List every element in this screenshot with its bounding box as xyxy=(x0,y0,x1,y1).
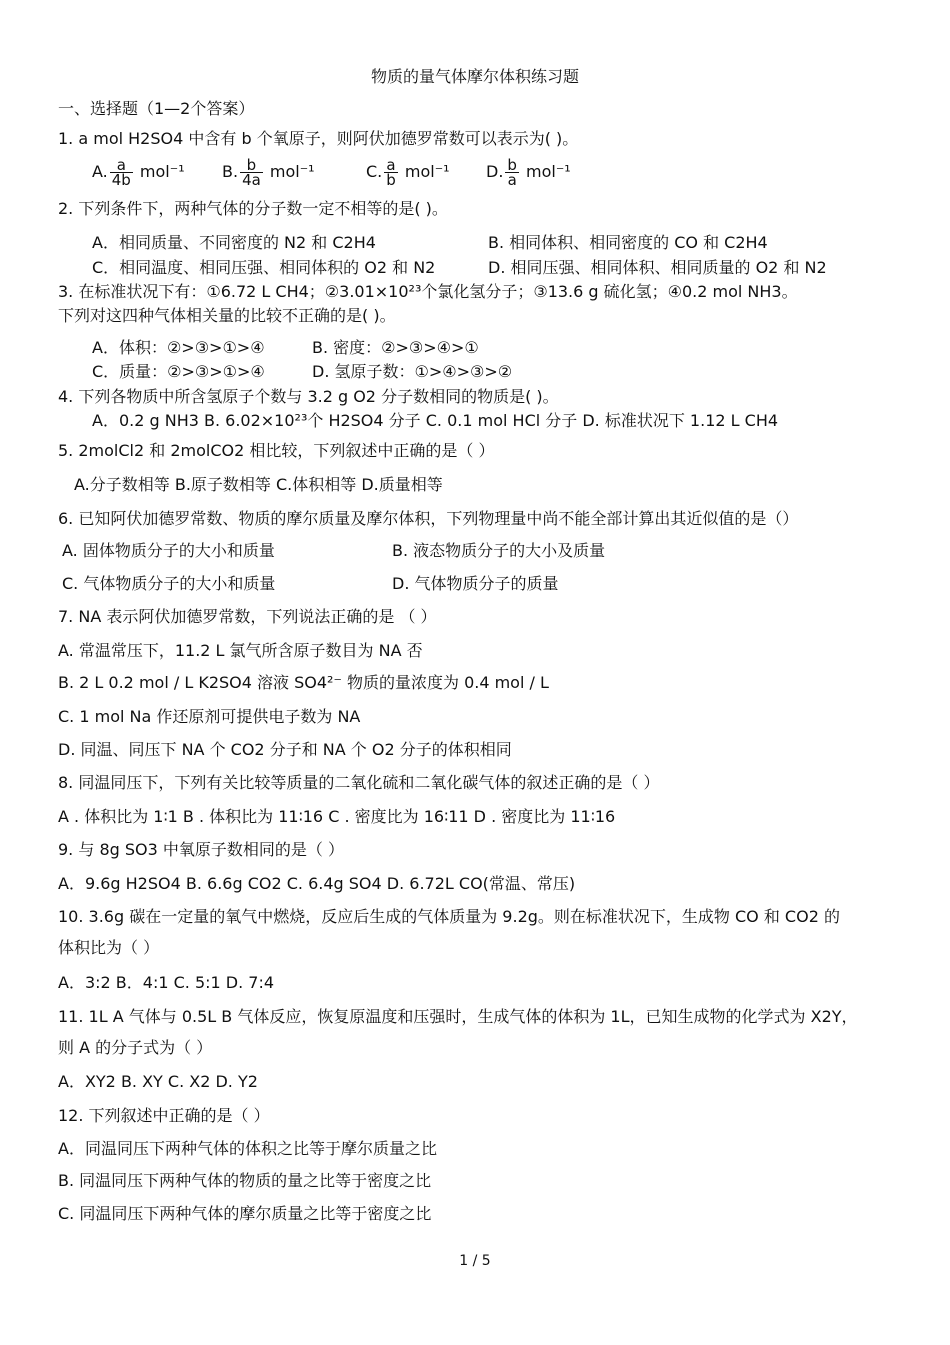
q8-stem: 8. 同温同压下，下列有关比较等质量的二氧化硫和二氧化碳气体的叙述正确的是（ ） xyxy=(58,773,660,792)
q12-option-a: A．同温同压下两种气体的体积之比等于摩尔质量之比 xyxy=(58,1139,437,1158)
q3-option-c: C．质量：②>③>①>④ xyxy=(92,362,265,381)
q6-stem: 6. 已知阿伏加德罗常数、物质的摩尔质量及摩尔体积，下列物理量中尚不能全部计算出其近似值的是（） xyxy=(58,509,799,528)
q1-option-a-num: a xyxy=(110,158,133,173)
q3-option-a: A．体积：②>③>①>④ xyxy=(92,338,265,357)
q1-option-d-den: a xyxy=(507,171,517,189)
q8-options: A . 体积比为 1∶1 B . 体积比为 11∶16 C . 密度比为 16∶11 D . 密度比为 11∶16 xyxy=(58,807,616,826)
page-number: 1 / 5 xyxy=(459,1253,491,1269)
q1-option-c-label: C. xyxy=(366,162,383,181)
q12-stem: 12. 下列叙述中正确的是（ ） xyxy=(58,1106,270,1125)
q7-option-b: B. 2 L 0.2 mol / L K2SO4 溶液 SO4²⁻ 物质的量浓度为 0.4 mol / L xyxy=(58,673,549,692)
q3-option-d: D. 氢原子数：①>④>③>② xyxy=(312,362,513,381)
q7-option-a: A. 常温常压下，11.2 L 氯气所含原子数目为 NA 否 xyxy=(58,641,423,660)
q11-options: A．XY2 B. XY C. X2 D. Y2 xyxy=(58,1072,258,1091)
q5-stem: 5. 2molCl2 和 2molCO2 相比较，下列叙述中正确的是（ ） xyxy=(58,441,495,460)
q1-option-c-fraction xyxy=(384,158,398,187)
q1-option-b-num: b xyxy=(240,158,263,173)
q2-option-a: A．相同质量、不同密度的 N2 和 C2H4 xyxy=(92,233,376,252)
q1-option-a-fraction xyxy=(110,158,133,187)
q2-stem: 2. 下列条件下，两种气体的分子数一定不相等的是( )。 xyxy=(58,199,448,218)
q6-option-c: C. 气体物质分子的大小和质量 xyxy=(62,574,276,593)
q1-option-d-num: b xyxy=(507,156,517,174)
q1-option-b-label: B. xyxy=(222,162,239,181)
q9-stem: 9. 与 8g SO3 中氧原子数相同的是（ ） xyxy=(58,840,344,859)
q5-options: A.分子数相等 B.原子数相等 C.体积相等 D.质量相等 xyxy=(74,475,443,494)
q10-stem-line1: 10. 3.6g 碳在一定量的氧气中燃烧，反应后生成的气体质量为 9.2g。则在标准状况下，生成物 CO 和 CO2 的 xyxy=(58,907,840,926)
q1-option-c-num: a xyxy=(384,158,398,173)
q12-option-c: C. 同温同压下两种气体的摩尔质量之比等于密度之比 xyxy=(58,1204,432,1223)
q1-option-d-label: D. xyxy=(486,162,504,181)
q7-option-d: D. 同温、同压下 NA 个 CO2 分子和 NA 个 O2 分子的体积相同 xyxy=(58,740,512,759)
q1-stem: 1. a mol H2SO4 中含有 b 个氧原子，则阿伏加德罗常数可以表示为( )。 xyxy=(58,129,579,148)
q6-option-a: A. 固体物质分子的大小和质量 xyxy=(62,541,275,560)
q12-option-b: B. 同温同压下两种气体的物质的量之比等于密度之比 xyxy=(58,1171,432,1190)
q3-stem-line2: 下列对这四种气体相关量的比较不正确的是( )。 xyxy=(58,306,396,325)
q1-option-b xyxy=(222,158,315,187)
q1-option-a xyxy=(92,158,185,187)
q7-option-c: C. 1 mol Na 作还原剂可提供电子数为 NA xyxy=(58,707,361,726)
q1-option-d xyxy=(486,158,571,187)
q10-options: A．3:2 B．4:1 C. 5:1 D. 7:4 xyxy=(58,973,275,992)
q4-stem: 4. 下列各物质中所含氢原子个数与 3.2 g O2 分子数相同的物质是( )。 xyxy=(58,387,559,406)
q2-option-b: B. 相同体积、相同密度的 CO 和 C2H4 xyxy=(488,233,768,252)
q3-stem-line1: 3. 在标准状况下有：①6.72 L CH4；②3.01×10²³个氯化氢分子；③13.6 g 硫化氢；④0.2 mol NH3。 xyxy=(58,282,798,301)
page-title: 物质的量气体摩尔体积练习题 xyxy=(370,67,579,86)
q1-option-a-label: A. xyxy=(92,162,108,181)
q4-options: A．0.2 g NH3 B. 6.02×10²³个 H2SO4 分子 C. 0.1 mol HCl 分子 D. 标准状况下 1.12 L CH4 xyxy=(92,411,779,430)
q1-option-d-fraction xyxy=(505,158,519,187)
q11-stem-line2: 则 A 的分子式为（ ） xyxy=(58,1038,213,1057)
q1-option-d-unit: mol⁻¹ xyxy=(526,162,571,181)
q2-option-c: C．相同温度、相同压强、相同体积的 O2 和 N2 xyxy=(92,258,436,277)
q7-stem: 7. NA 表示阿伏加德罗常数，下列说法正确的是 （ ） xyxy=(58,607,437,626)
q2-option-d: D. 相同压强、相同体积、相同质量的 O2 和 N2 xyxy=(488,258,827,277)
q1-option-b-fraction xyxy=(240,158,263,187)
section-heading: 一、选择题（1—2个答案） xyxy=(58,99,255,118)
q11-stem-line1: 11. 1L A 气体与 0.5L B 气体反应，恢复原温度和压强时，生成气体的体积为 1L，已知生成物的化学式为 X2Y， xyxy=(58,1007,858,1026)
q9-options: A．9.6g H2SO4 B. 6.6g CO2 C. 6.4g SO4 D. 6.72L CO(常温、常压) xyxy=(58,874,576,893)
q1-option-a-den: 4b xyxy=(111,171,131,189)
q1-option-b-unit: mol⁻¹ xyxy=(269,162,315,181)
q1-option-b-den: 4a xyxy=(242,171,261,189)
q10-stem-line2: 体积比为（ ） xyxy=(58,938,160,957)
q1-option-c-den: b xyxy=(386,171,396,189)
q1-option-c-unit: mol⁻¹ xyxy=(404,162,450,181)
q1-option-a-unit: mol⁻¹ xyxy=(139,162,185,181)
q6-option-d: D. 气体物质分子的质量 xyxy=(392,574,559,593)
q1-option-c xyxy=(366,158,450,187)
q6-option-b: B. 液态物质分子的大小及质量 xyxy=(392,541,606,560)
q3-option-b: B. 密度：②>③>④>① xyxy=(312,338,479,357)
